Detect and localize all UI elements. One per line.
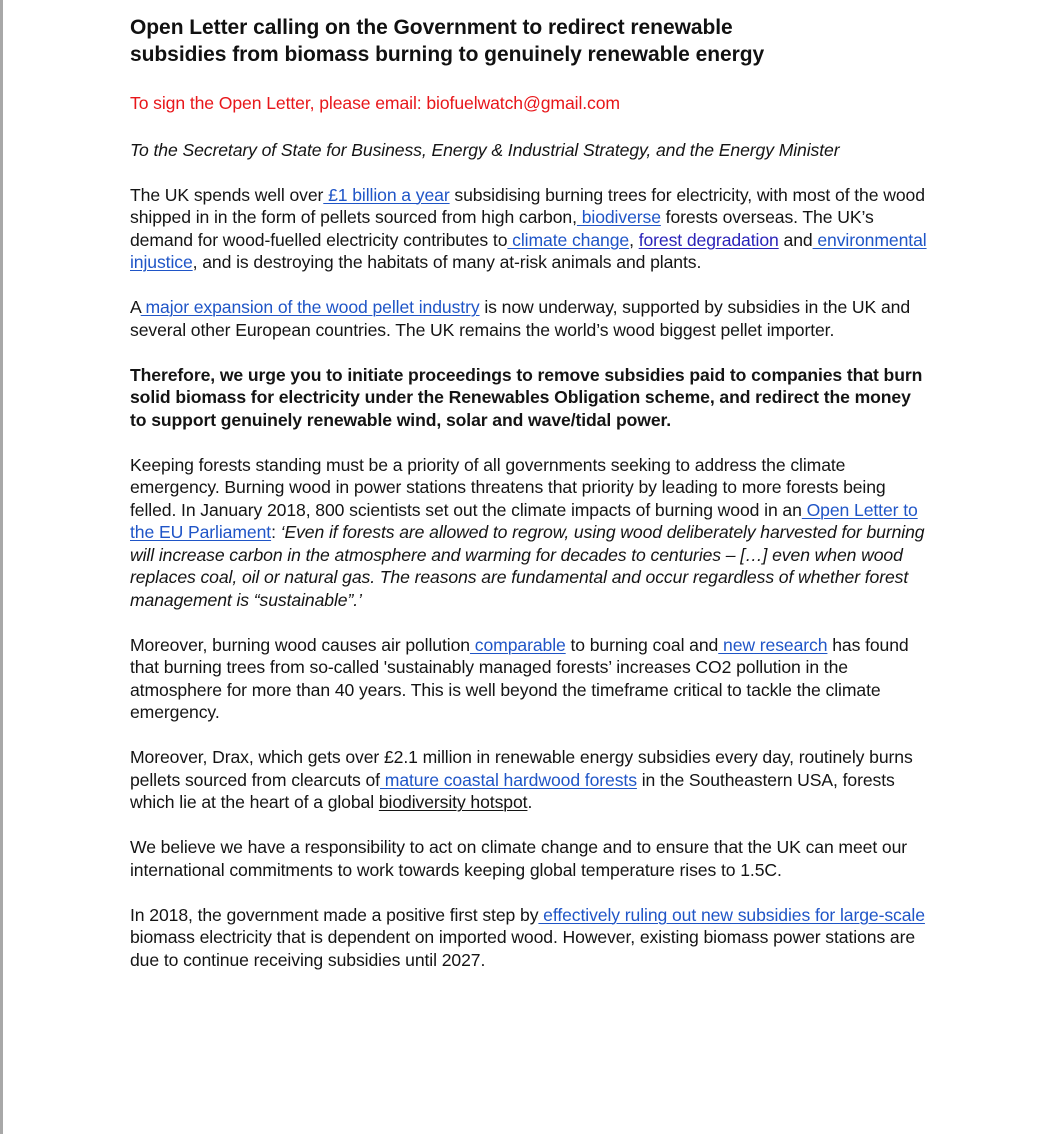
text: The UK spends well over (130, 184, 324, 205)
text: and (778, 229, 813, 250)
text: Keeping forests standing must be a priority of all governments seeking to address the climate emergency. Burning wood in power stations threatens that priority by leading to more forests being felled. In January 2018, 800 scientists set out the climate impacts of burning wood in an (130, 454, 886, 520)
text: biomass electricity that is dependent on imported wood. However, existing biomass power stations are due to continue receiving subsidies until 2027. (130, 927, 916, 970)
link-comparable[interactable]: comparable (469, 634, 566, 655)
letter-title-line-2: subsidies from biomass burning to genuinely renewable energy (130, 42, 765, 66)
scientists-quote: ‘Even if forests are allowed to regrow, using wood deliberately harvested for burning will increase carbon in the atmosphere and warming for decades to centuries – […] even when wood replaces coal, oil or natural gas. The reasons are fundamental and occur regardless of whether forest management is “sustainable”.’ (130, 522, 925, 610)
link-biodiversity-hotspot[interactable]: biodiversity hotspot (378, 792, 528, 812)
document-page (130, 15, 930, 971)
text: . (527, 792, 533, 812)
letter-title (130, 15, 930, 68)
text: , (629, 229, 639, 250)
link-wood-pellet-expansion[interactable]: major expansion of the wood pellet industry (140, 297, 480, 317)
paragraph-responsibility: We believe we have a responsibility to act on climate change and to ensure that the UK can meet our international commitments to work towards keeping global temperature rises to 1.5C. (130, 837, 908, 880)
link-climate-change[interactable]: climate change (507, 229, 630, 250)
text: : (271, 522, 281, 542)
letter-title-line-1: Open Letter calling on the Government to redirect renewable (130, 16, 733, 39)
link-biodiverse[interactable]: biodiverse (576, 207, 661, 227)
link-open-letter-eu-parliament[interactable]: Open Letter to the EU Parliament (130, 499, 918, 542)
paragraph-pellet-industry (130, 296, 930, 341)
text: in the Southeastern USA, forests which lie at the heart of a global (130, 769, 895, 812)
text: Moreover, Drax, which gets over £2.1 million in renewable energy subsidies every day, routinely burns pellets sourced from clearcuts of (130, 747, 913, 790)
text: , and is destroying the habitats of many at-risk animals and plants. (192, 252, 702, 272)
paragraph-2018-step (130, 904, 930, 972)
paragraph-demand: Therefore, we urge you to initiate proceedings to remove subsidies paid to companies that burn solid biomass for electricity under the Renewables Obligation scheme, and redirect the money to support genuinely renewable wind, solar and wave/tidal power. (130, 364, 923, 430)
text: A (130, 297, 141, 317)
link-mature-coastal-hardwood-forests[interactable]: mature coastal hardwood forests (379, 769, 637, 790)
text: has found that burning trees from so-called 'sustainably managed forests’ increases CO2 pollution in the atmosphere for more than 40 years. This is well beyond the timeframe critical to tackle the climate emergency. (130, 634, 909, 722)
paragraph-subsidies-cost (130, 184, 930, 274)
text: forests overseas. The UK’s demand for wood-fuelled electricity contributes to (130, 207, 874, 250)
link-ruling-out-new-subsidies[interactable]: effectively ruling out new subsidies for large-scale (538, 904, 925, 925)
text: In 2018, the government made a positive first step by (130, 904, 539, 925)
text: is now underway, supported by subsidies in the UK and several other European countries. The UK remains the world’s wood biggest pellet importer. (130, 297, 911, 340)
paragraph-air-pollution (130, 634, 930, 724)
link-1-billion-a-year[interactable]: £1 billion a year (323, 184, 450, 205)
page-edge-border (0, 0, 3, 1134)
paragraph-forests-standing (130, 454, 930, 612)
text: to burning coal and (565, 634, 719, 655)
text: subsidising burning trees for electricity, with most of the wood shipped in in the form of pellets sourced from high carbon, (130, 184, 925, 227)
sign-notice: To sign the Open Letter, please email: biofuelwatch@gmail.com (130, 93, 620, 113)
link-environmental-injustice[interactable]: environmental injustice (130, 229, 927, 272)
text: Moreover, burning wood causes air pollution (130, 634, 470, 655)
addressee: To the Secretary of State for Business, Energy & Industrial Strategy, and the Energy Minister (130, 139, 840, 160)
link-new-research[interactable]: new research (718, 634, 828, 655)
link-forest-degradation[interactable]: forest degradation (638, 229, 779, 250)
paragraph-drax (130, 746, 930, 814)
